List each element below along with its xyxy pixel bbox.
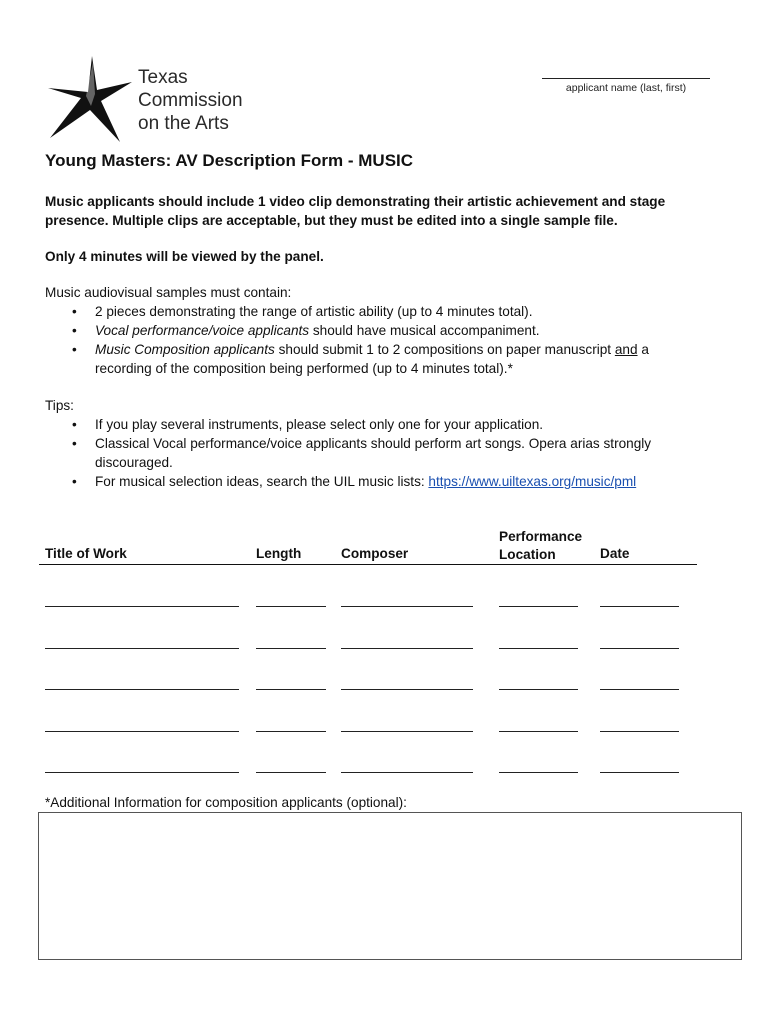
title-field[interactable] [45, 648, 239, 649]
tips-heading: Tips: [45, 398, 74, 413]
requirements-heading: Music audiovisual samples must contain: [45, 285, 292, 300]
applicant-name-field[interactable] [542, 78, 710, 79]
location-field[interactable] [499, 772, 578, 773]
column-header-title: Title of Work [45, 546, 127, 561]
header-divider [39, 564, 697, 565]
length-field[interactable] [256, 689, 326, 690]
org-name-line3: on the Arts [138, 113, 229, 134]
tips-list [70, 415, 705, 491]
requirements-list [70, 302, 705, 378]
intro-paragraph: Music applicants should include 1 video clip demonstrating their artistic achievement and stage presence. Multiple clips are acceptable, but they must be edited into a single sample file. [45, 194, 666, 228]
composer-field[interactable] [341, 772, 473, 773]
viewed-note: Only 4 minutes will be viewed by the panel. [45, 249, 324, 264]
list-item: • Classical Vocal performance/voice applicants should perform art songs. Opera arias strongly discouraged. [70, 434, 705, 472]
title-field[interactable] [45, 689, 239, 690]
applicant-name-label: applicant name (last, first) [565, 82, 687, 94]
title-field[interactable] [45, 731, 239, 732]
column-header-composer: Composer [341, 546, 409, 561]
date-field[interactable] [600, 606, 679, 607]
uil-music-list-link[interactable]: https://www.uiltexas.org/music/pml [428, 474, 637, 489]
date-field[interactable] [600, 731, 679, 732]
page-title: Young Masters: AV Description Form - MUSIC [45, 151, 414, 170]
composer-field[interactable] [341, 731, 473, 732]
column-header-date: Date [600, 546, 630, 561]
length-field[interactable] [256, 606, 326, 607]
list-item: • Vocal performance/voice applicants should have musical accompaniment. [70, 321, 705, 340]
location-field[interactable] [499, 731, 578, 732]
length-field[interactable] [256, 772, 326, 773]
location-field[interactable] [499, 606, 578, 607]
list-item: • 2 pieces demonstrating the range of artistic ability (up to 4 minutes total). [70, 302, 705, 321]
date-field[interactable] [600, 772, 679, 773]
list-item: • For musical selection ideas, search the UIL music lists: https://www.uiltexas.org/music/pml [70, 472, 705, 491]
org-name-line1: Texas [138, 67, 188, 88]
column-header-length: Length [256, 546, 302, 561]
length-field[interactable] [256, 731, 326, 732]
composer-field[interactable] [341, 689, 473, 690]
date-field[interactable] [600, 689, 679, 690]
list-item: • If you play several instruments, please select only one for your application. [70, 415, 705, 434]
location-field[interactable] [499, 648, 578, 649]
title-field[interactable] [45, 772, 239, 773]
composer-field[interactable] [341, 648, 473, 649]
date-field[interactable] [600, 648, 679, 649]
additional-info-label: *Additional Information for composition applicants (optional): [45, 795, 407, 810]
list-item: • Music Composition applicants should submit 1 to 2 compositions on paper manuscript and a recording of the composition being performed (up to 4 minutes total).* [70, 340, 705, 378]
column-header-location: Performance Location [499, 529, 583, 562]
length-field[interactable] [256, 648, 326, 649]
star-icon [46, 54, 134, 144]
additional-info-box[interactable] [38, 812, 742, 960]
location-field[interactable] [499, 689, 578, 690]
composer-field[interactable] [341, 606, 473, 607]
title-field[interactable] [45, 606, 239, 607]
org-name-line2: Commission [138, 90, 243, 111]
